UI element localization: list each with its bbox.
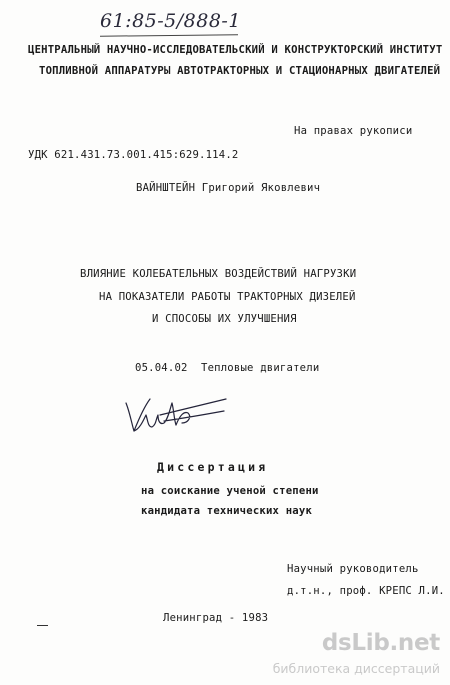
advisor-name: д.т.н., проф. КРЕПС Л.И. — [287, 585, 445, 597]
archive-code-underline — [100, 34, 238, 36]
degree-line-2: кандидата технических наук — [141, 505, 313, 517]
advisor-label: Научный руководитель — [287, 563, 419, 575]
document-type: Диссертация — [157, 460, 269, 474]
watermark — [266, 628, 450, 685]
city-year: Ленинград - 1983 — [163, 612, 269, 624]
rights-notice: На правах рукописи — [294, 125, 413, 137]
title-line-2: НА ПОКАЗАТЕЛИ РАБОТЫ ТРАКТОРНЫХ ДИЗЕЛЕЙ — [99, 291, 356, 303]
udk-code: УДК 621.431.73.001.415:629.114.2 — [28, 149, 239, 161]
specialty-code: 05.04.02 — [135, 362, 188, 374]
title-line-3: И СПОСОБЫ ИХ УЛУЧШЕНИЯ — [152, 313, 297, 325]
title-line-1: ВЛИЯНИЕ КОЛЕБАТЕЛЬНЫХ ВОЗДЕЙСТВИЙ НАГРУЗКИ — [80, 268, 357, 280]
institute-line-1: ЦЕНТРАЛЬНЫЙ НАУЧНО-ИССЛЕДОВАТЕЛЬСКИЙ И КОНСТРУКТОРСКИЙ ИНСТИТУТ — [28, 44, 443, 56]
author-signature — [118, 385, 228, 440]
watermark-subtitle: библиотека диссертаций — [272, 661, 440, 676]
degree-line-1: на соискание ученой степени — [141, 485, 319, 497]
margin-dash — [37, 625, 48, 626]
institute-line-2: ТОПЛИВНОЙ АППАРАТУРЫ АВТОТРАКТОРНЫХ И СТАЦИОНАРНЫХ ДВИГАТЕЛЕЙ — [39, 65, 441, 77]
author-name: ВАЙНШТЕЙН Григорий Яковлевич — [136, 182, 321, 194]
watermark-logo: dsLib.net — [321, 630, 440, 656]
archive-code-handwritten: 61:85-5/888-1 — [100, 10, 241, 32]
specialty-name: Тепловые двигатели — [201, 362, 320, 374]
